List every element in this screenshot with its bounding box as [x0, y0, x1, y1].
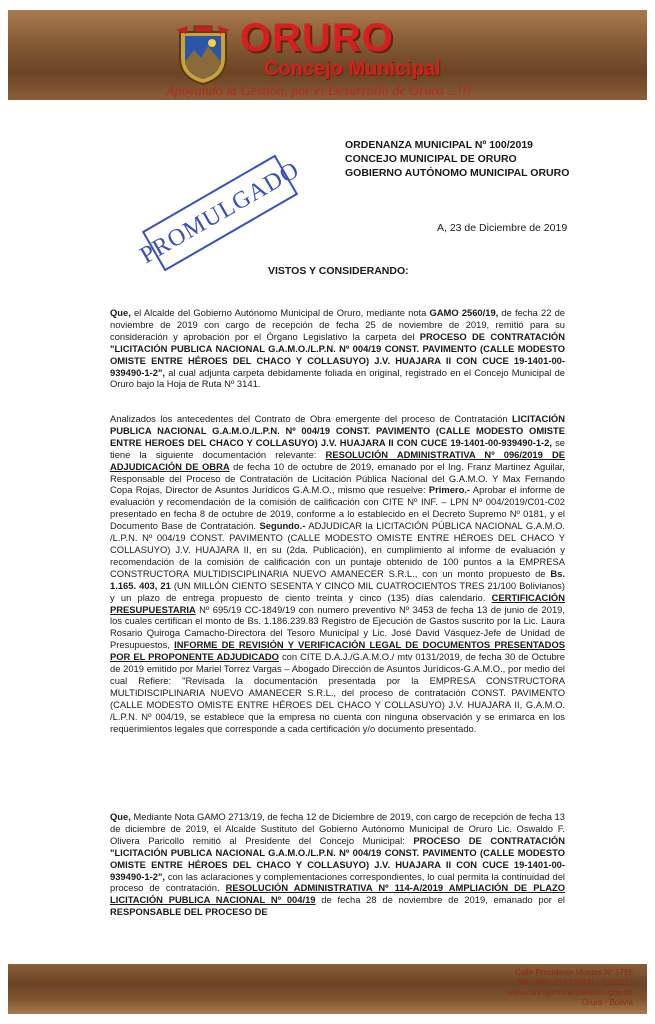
letterhead-footer [8, 964, 647, 1014]
text-run: LICITACIÓN PUBLICA NACIONAL G.A.M.O./L.P.N. Nº 004/19 CONST. PAVIMENTO (CALLE MODESTO OMISTE ENTRE HEROES DEL CHACO Y COLLASUYO) J.V. HUAJARA II CON CUCE 19-1401-00-939490-1-2, [110, 413, 565, 448]
coat-of-arms-icon [174, 24, 232, 86]
text-run: PROCESO DE CONTRATACIÓN "LICITACIÓN PUBLICA NACIONAL G.A.M.O./L.P.N. Nº 004/19 CONST. PAVIMENTO (CALLE MODESTO OMISTE ENTRE HÉROES DEL CHACO Y COLLASUYO) J.V. HUAJARA II CON CUCE 19-1401-00-939490-1-2", [110, 330, 565, 378]
text-run: Bs. 1.165. 403, 21 [110, 567, 565, 591]
text-run: Segundo.- [259, 520, 306, 532]
paragraph-3 [110, 811, 565, 918]
letterhead-banner [8, 10, 647, 100]
footer-address: Calle Presidente Montes Nº 5755 [514, 968, 633, 977]
text-run: Que, [110, 811, 131, 822]
text-run: Analizados los antecedentes del Contrato de Obra emergente del proceso de Contratación [110, 413, 513, 424]
text-run: de fecha 22 de noviembre de 2019 con cargo de recepción de fecha 25 de noviembre de 2019, remitió para su consideración y aprobación por el Órgano Legislativo la carpeta del [110, 307, 566, 342]
text-run: se tiene la siguiente documentación relevante: [110, 436, 565, 460]
text-run: Mediante Nota GAMO 2713/19, de fecha 12 de Diciembre de 2019, con cargo de recepción de fecha 13 de diciembre de 2019, el Alcalde Sustituto del Gobierno Autónomo Municipal de Oruro Lic. Oswaldo F. Olivera Paricollo remitió al Presidente del Concejo Municipal: [110, 811, 565, 846]
text-run: al cual adjunta carpeta debidamente foliada en original, registrado en el Concejo Municipal de Oruro bajo la Hoja de Ruta Nº 3141. [110, 366, 565, 390]
text-run: RESPONSABLE DEL PROCESO DE [110, 906, 268, 918]
letterhead-subtitle: Concejo Municipal [264, 58, 441, 80]
text-run: Que, [110, 307, 131, 318]
text-run: CERTIFICACIÓN PRESUPUESTARIA [110, 591, 565, 615]
text-run: de fecha 28 de noviembre de 2019, emanado por el [315, 894, 565, 906]
issuer-government: GOBIERNO AUTÓNOMO MUNICIPAL ORURO [345, 167, 570, 179]
issuer-council: CONCEJO MUNICIPAL DE ORURO [345, 153, 517, 165]
footer-website: www.concejomunicipaloruro.gob.bo [507, 988, 633, 997]
text-run: Aprobar el informe de evaluación y recomendación de la comisión de calificación con CITE Nº INF. – LPN Nº 004/2019/C01-C02 presentado en fecha 8 de octubre de 2019, conforme a lo establecido en el Decreto Supremo Nº 0181, y el Documento Base de Contratación. [110, 484, 565, 532]
text-run: con las aclaraciones y complementaciones correspondientes, lo cual permita la continuidad del proceso de contratación. [110, 870, 565, 894]
text-run: RESOLUCIÓN ADMINISTRATIVA Nº 096/2019 DE ADJUDICACIÓN DE OBRA [110, 448, 565, 472]
text-run: PROCESO DE CONTRATACIÓN "LICITACIÓN PUBLICA NACIONAL G.A.M.O./L.P.N. Nº 004/19 CONST. PAVIMENTO (CALLE MODESTO OMISTE ENTRE HÉROES DEL CHACO Y COLLASUYO) J.V. HUAJARA II CON CUCE 19-1401-00-939490-1-2", [110, 834, 565, 882]
footer-phone: Telf.: (591-2) 5276431 - 5252213 [516, 978, 633, 987]
ordinance-number: ORDENANZA MUNICIPAL Nº 100/2019 [345, 139, 534, 151]
text-run: (UN MILLÓN CIENTO SESENTA Y CINCO MIL CUATROCIENTOS TRES 21/100 Bolivianos) y un plazo de entrega propuesto de ciento treinta y cinco (135) días calendario. [110, 579, 565, 603]
section-heading: VISTOS Y CONSIDERANDO: [268, 265, 409, 277]
text-run: con CITE D.A.J./G.A.M.O./ mtv 0131/2019, de fecha 30 de Octubre de 2019 emitido por Mariel Torrez Vargas – Abogado Dirección de Asuntos Jurídicos-G.A.M.O., por medio del cual Refiere: "Revisada la documentación presentada por la EMPRESA CONSTRUCTORA MULTIDISCIPLINARIA NUEVO AMANECER S.R.L., del proceso de contratación CONST. PAVIMENTO (CALLE MODESTO OMISTE ENTRE HÉROES DEL CHACO Y COLLASUYO) J.V. HUAJARA II, G.A.M.O. /L.P.N. Nº 004/19, se establece que la empresa no cuenta con ninguna observación y se enmarca en los requerimientos legales que corresponde a cada certificación y/o documento presentado. [110, 651, 565, 734]
paragraph-1 [110, 307, 565, 390]
document-date: A, 23 de Diciembre de 2019 [437, 222, 568, 234]
text-run: de fecha 10 de octubre de 2019, emanado por el Ing. Franz Martinez Aguilar, Responsable del Proceso de Contratación de Licitación Pública Nacional del G.A.M.O. Y Max Fernando Copa Rojas, Director de Asuntos Jurídicos G.A.M.O., mismo que resuelve: [110, 460, 565, 496]
ordinance-reference [345, 138, 569, 180]
text-run: ADJUDICAR la LICITACIÓN PÚBLICA NACIONAL G.A.M.O. /L.P.N. Nº 004/19 CONST. PAVIMENTO (CALLE MODESTO OMISTE ENTRE HÉROES DEL CHACO Y COLLASUYO) J.V. HUAJARA II, en su (2da. Publicación), en cumplimiento al informe de evaluación y recomendación de la comisión de calificación con un puntaje obtenido de 100 puntos a la EMPRESA CONSTRUCTORA MULTIDISCIPLINARIA NUEVO AMANECER S.R.L., con un monto propuesto de [110, 520, 565, 579]
stamp-text: PROMULGADO [135, 156, 304, 269]
text-run: Primero.- [428, 484, 471, 496]
text-run: RESOLUCIÓN ADMINISTRATIVA Nº 114-A/2019 AMPLIACIÓN DE PLAZO LICITACIÓN PUBLICA NACIONAL Nº 004/19 [110, 882, 565, 906]
text-run: Nº 695/19 CC-1849/19 con numero preventivo Nº 3453 de fecha 13 de junio de 2019, los cuales certifican el monto de Bs. 1.186.239.83 Registro de Ejecución de Gastos suscrito por la Lic. Laura Rosario Quiroga Camacho-Directora del Tesoro Municipal y Lic. José David Vásquez-Jefe de Unidad de Presupuestos, [110, 603, 565, 651]
letterhead-slogan: Apoyando la Gestión, por el Desarrollo de Oruro ...!!! [166, 84, 472, 99]
letterhead-title: ORURO [240, 16, 394, 60]
footer-city: Oruro - Bolivia [581, 998, 633, 1007]
footer-contact [507, 968, 633, 1008]
text-run: GAMO 2560/19, [429, 307, 499, 318]
text-run: INFORME DE REVISIÓN Y VERIFICACIÓN LEGAL DE DOCUMENTOS PRESENTADOS POR EL PROPONENTE ADJUDICADO [110, 639, 565, 663]
text-run: el Alcalde del Gobierno Autónomo Municipal de Oruro, mediante nota [130, 307, 430, 318]
paragraph-2 [110, 413, 565, 734]
promulgated-stamp [135, 155, 304, 272]
